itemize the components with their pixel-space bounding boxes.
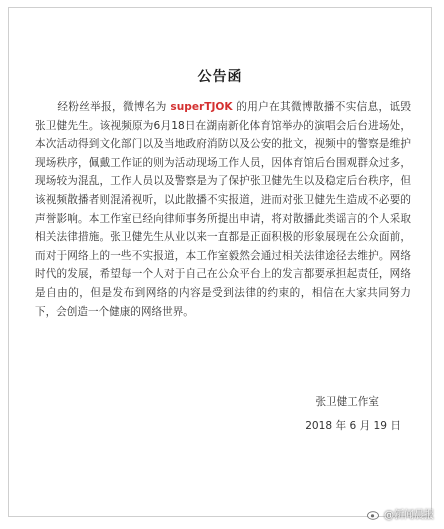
weibo-username: superTJOK (170, 101, 233, 113)
document-body (35, 98, 411, 321)
notice-document (8, 7, 432, 517)
signature-date: 2018 年 6 月 19 日 (305, 420, 401, 432)
signature-block (305, 390, 401, 438)
weibo-watermark (367, 506, 434, 521)
watermark-text: @新闻晨报 (384, 510, 434, 521)
weibo-logo-icon (367, 508, 381, 520)
signature-org: 张卫健工作室 (315, 396, 379, 408)
document-title: 公告函 (197, 69, 243, 85)
body-intro: 经粉丝举报，微博名为 (57, 101, 167, 113)
body-main: 的用户在其微博散播不实信息，诋毁张卫健先生。该视频原为6月18日在湖南新化体育馆举办的演唱会后台进场处，本次活动得到文化部门以及当地政府消防以及公安的批文，视频中的警察是维护现场秩序，佩戴工作证的则为活动现场工作人员，因体育馆后台围观群众过多，现场较为混乱，工作人员以及警察是为了保护张卫健先生以及稳定后台秩序，但该视频散播者则混淆视听，以此散播不实报道，进而对张卫健先生造成不必要的声誉影响。本工作室已经向律师事务所提出申请，将对散播此类谣言的个人采取相关法律措施。张卫健先生从业以来一直都是正面积极的形象展现在公众面前，而对于网络上的一些不实报道，本工作室毅然会通过相关法律途径去维护。网络时代的发展，希望每一个人对于自己在公众平台上的发言都要承担起责任，网络是自由的，但是发布到网络的内容是受到法律的约束的，相信在大家共同努力下，会创造一个健康的网络世界。 (35, 101, 412, 318)
